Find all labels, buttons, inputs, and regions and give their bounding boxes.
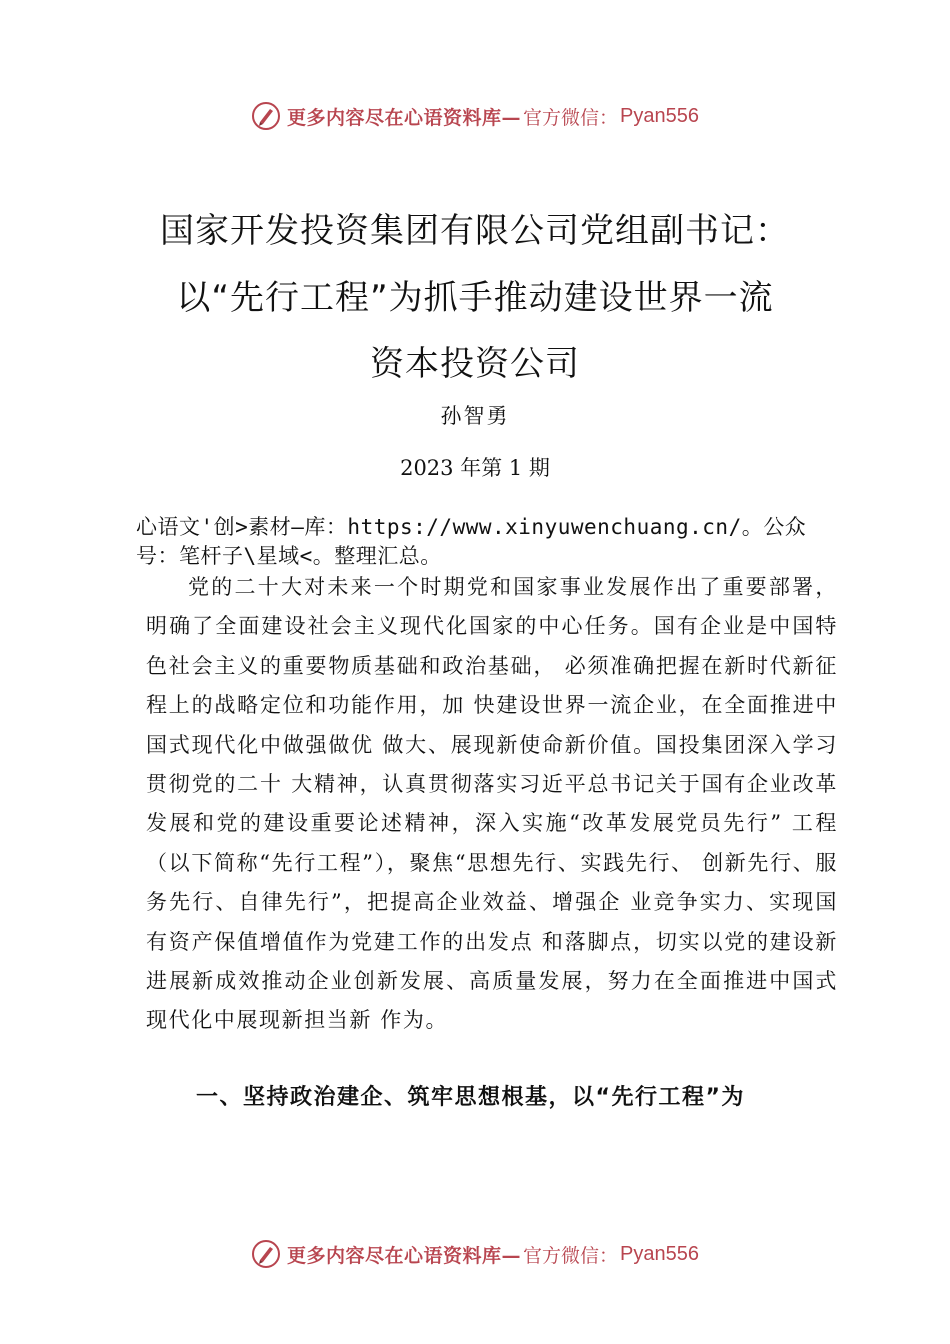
body-paragraph: 党的二十大对未来一个时期党和国家事业发展作出了重要部署，明确了全面建设社会主义现代化国家的中心任务。国有企业是中国特色社会主义的重要物质基础和政治基础， 必须准确把握在新时代新征程上的战略定位和功能作用，加 快建设世界一流企业，在全面推进中国式现代化中做强做优 做大、展现新使命新价值。国投集团深入学习贯彻党的二十 大精神，认真贯彻落实习近平总书记关于国有企业改革发展和党的建设重要论述精神，深入实施“改革发展党员先行” 工程（以下简称“先行工程”），聚焦“思想先行、实践先行、 创新先行、服务先行、自律先行”，把提高企业效益、增强企 业竞争实力、实现国有资产保值增值作为党建工作的出发点 和落脚点，切实以党的建设新进展新成效推动企业创新发展、高质量发展，努力在全面推进中国式现代化中展现新担当新 作为。 [146, 575, 838, 1033]
title-line-3: 资本投资公司 [370, 344, 580, 384]
banner-text: 更多内容尽在心语资料库— [287, 106, 522, 129]
source-note: 心语文'创>素材—库：https://www.xinyuwenchuang.cn/。公众号：笔杆子\星域<。整理汇总。 [136, 515, 807, 568]
title-line-2: 以“先行工程”为抓手推动建设世界一流 [176, 278, 774, 318]
header-banner [0, 96, 950, 136]
author: 孙智勇 [440, 404, 510, 428]
footer-banner [0, 1234, 950, 1274]
banner-wechat-id: Pyan556 [620, 1242, 699, 1265]
pen-logo-icon [251, 1239, 281, 1269]
banner-wechat-label: 官方微信： [523, 1244, 619, 1267]
pen-logo-icon [251, 101, 281, 131]
banner-text: 更多内容尽在心语资料库— [287, 1244, 522, 1267]
section-heading: 一、坚持政治建企、筑牢思想根基，以“先行工程”为 [196, 1085, 745, 1110]
banner-wechat-label: 官方微信： [523, 106, 619, 129]
issue-date: 2023 年第 1 期 [400, 456, 550, 480]
banner-wechat-id: Pyan556 [620, 104, 699, 127]
title-line-1: 国家开发投资集团有限公司党组副书记： [160, 211, 790, 251]
